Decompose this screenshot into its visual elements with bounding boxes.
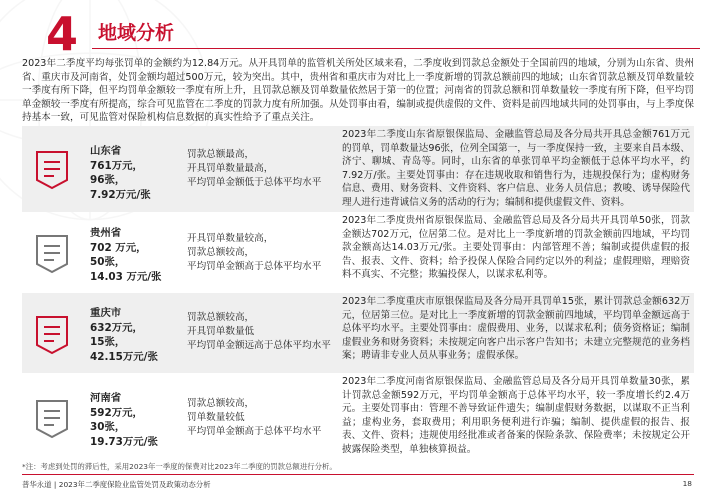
region-summary <box>187 311 331 352</box>
region-detail: 2023年二季度重庆市原银保监局及各分局开具罚单15张，累计罚款总金额632万元，位居第三位。是对比上一季度新增的罚款金额前四地域，平均罚单金额远高于总体平均水平。主要处罚事由：虚假费用、业务，以谋求私利；债务资格证；编制虚假业务和财务资料；未按规定向客户出示客户告知书；未建立完整规范的业务档案；聘请非专业人员从事业务；虚假承保。 <box>342 296 690 362</box>
region-average: 14.03 万元/张 <box>90 270 162 283</box>
summary-line: 罚单数量较低 <box>187 411 245 423</box>
region-stats <box>90 391 158 449</box>
footer-divider <box>22 474 694 475</box>
section-number: 4 <box>46 7 79 61</box>
region-stats <box>90 226 161 284</box>
region-name: 山东省 <box>90 145 122 157</box>
region-stats <box>90 144 151 202</box>
region-row-chongqing <box>22 293 694 373</box>
summary-line: 罚款总额最高， <box>187 149 255 160</box>
region-name: 重庆市 <box>90 307 122 319</box>
region-stats <box>90 306 158 364</box>
document-icon <box>32 313 72 357</box>
summary-line: 开具罚单数量低 <box>187 325 255 337</box>
region-name: 贵州省 <box>90 227 122 239</box>
summary-line: 开具罚单数量较高， <box>187 233 274 244</box>
document-icon <box>32 232 72 276</box>
document-icon <box>32 148 72 192</box>
region-summary <box>187 397 321 438</box>
region-row-henan <box>22 375 694 459</box>
summary-line: 罚款总额较高， <box>187 246 255 258</box>
summary-line: 平均罚单金额高于总体平均水平 <box>187 260 322 272</box>
footer-text: 普华永道 | 2023年二季度保险业监管处罚及政策动态分析 <box>22 480 211 489</box>
region-detail: 2023年二季度山东省原银保监局、金融监管总局及各分局共开具总金额761万元的罚单，罚单数量达96张，位列全国第一，与一季度保持一致，主要来自昌本级、济宁、聊城、青岛等。同时，山东省的单张罚单平均金额低于总体平均水平，约7.92万/张。主要处罚事由：存在违规收取和销售行为，违规投保行为；虚构财务信息、费用、财务资料、文件资料、客户信息、业务人员信息；教唆、诱导保险代理人进行违背诚信义务的活动的行为；编制和提供虚假文件、资料。 <box>342 129 690 208</box>
summary-line: 平均罚单金额远高于总体平均水平 <box>187 339 331 351</box>
region-row-guizhou <box>22 214 694 290</box>
region-count: 50张， <box>90 256 126 268</box>
region-name: 河南省 <box>90 392 122 404</box>
region-amount: 592万元， <box>90 406 143 419</box>
summary-line: 平均罚单金额高于总体平均水平 <box>187 425 322 437</box>
page-number: 18 <box>682 479 692 488</box>
region-average: 42.15万元/张 <box>90 350 158 363</box>
intro-paragraph: 2023年二季度平均每张罚单的金额约为12.84万元。从开具罚单的监管机关所处区域来看，二季度收到罚款总金额处于全国前四的地域，分别为山东省、贵州省、重庆市及河南省，处罚金额均超过500万元，较为突出。其中，贵州省和重庆市为对比上一季度新增的罚款总额前四的地域；山东省罚款总额及罚单数量较一季度有所下降，但平均罚单金额较一季度有所上升，且罚款总额及罚单数量依然居于第一的位置；河南省的罚款总额和罚单数量较一季度有所下降，但平均罚单金额较一季度有所提高，综合可见监管在二季度的罚款力度有所加强。从处罚事由看，编制或提供虚假的文件、资料是前四地域共同的处罚事由，与上季度保持基本一致，可见监管对保险机构信息数据的真实性给予了重点关注。 <box>22 58 694 124</box>
region-count: 30张， <box>90 421 126 433</box>
summary-line: 开具罚单数量最高， <box>187 162 274 174</box>
region-average: 7.92万元/张 <box>90 188 151 201</box>
region-average: 19.73万元/张 <box>90 435 158 448</box>
summary-line: 罚款总额较高， <box>187 312 255 323</box>
region-count: 15张， <box>90 336 126 348</box>
region-count: 96张， <box>90 174 126 186</box>
summary-line: 罚款总额较高， <box>187 398 255 409</box>
region-row-shandong <box>22 126 694 212</box>
region-summary <box>187 148 321 189</box>
header-divider <box>92 48 700 49</box>
region-summary <box>187 232 321 273</box>
footnote: *注：考虑到处罚的滞后性，采用2023年一季度的保费对比2023年二季度的罚款总额进行分析。 <box>22 462 337 471</box>
region-detail: 2023年二季度河南省原银保监局、金融监管总局及各分局开具罚单数量30张，累计罚款总金额592万元，平均罚单金额高于总体平均水平，较一季度增长约2.4万元。主要处罚事由：管理不善导致证件遗失；编制虚假财务数据，以谋取不正当利益；虚构业务，套取费用；利用职务便利进行诈骗；编制、提供虚假的报告、报表、文件、资料；违规使用经批准或者备案的保险条款、保险费率；未按规定公开披露保险类型，单独核算损益。 <box>342 376 690 455</box>
section-title: 地域分析 <box>98 22 175 44</box>
region-detail: 2023年二季度贵州省原银保监局、金融监管总局及各分局共开具罚单50张，罚款金额达702万元，位居第二位。是对比上一季度新增的罚款金额前四地域，平均罚款金额高达14.03万元/张。主要处罚事由：内部管理不善；编制或提供虚假的报告、报表、文件、资料；给予投保人保险合同约定以外的利益；虚假理赔，理赔资料不真实、不完整；欺骗投保人，以谋求私利等。 <box>342 215 690 281</box>
region-amount: 632万元， <box>90 321 143 334</box>
summary-line: 平均罚单金额低于总体平均水平 <box>187 176 322 188</box>
document-icon <box>32 397 72 441</box>
region-amount: 702 万元， <box>90 241 147 254</box>
region-amount: 761万元， <box>90 159 143 172</box>
